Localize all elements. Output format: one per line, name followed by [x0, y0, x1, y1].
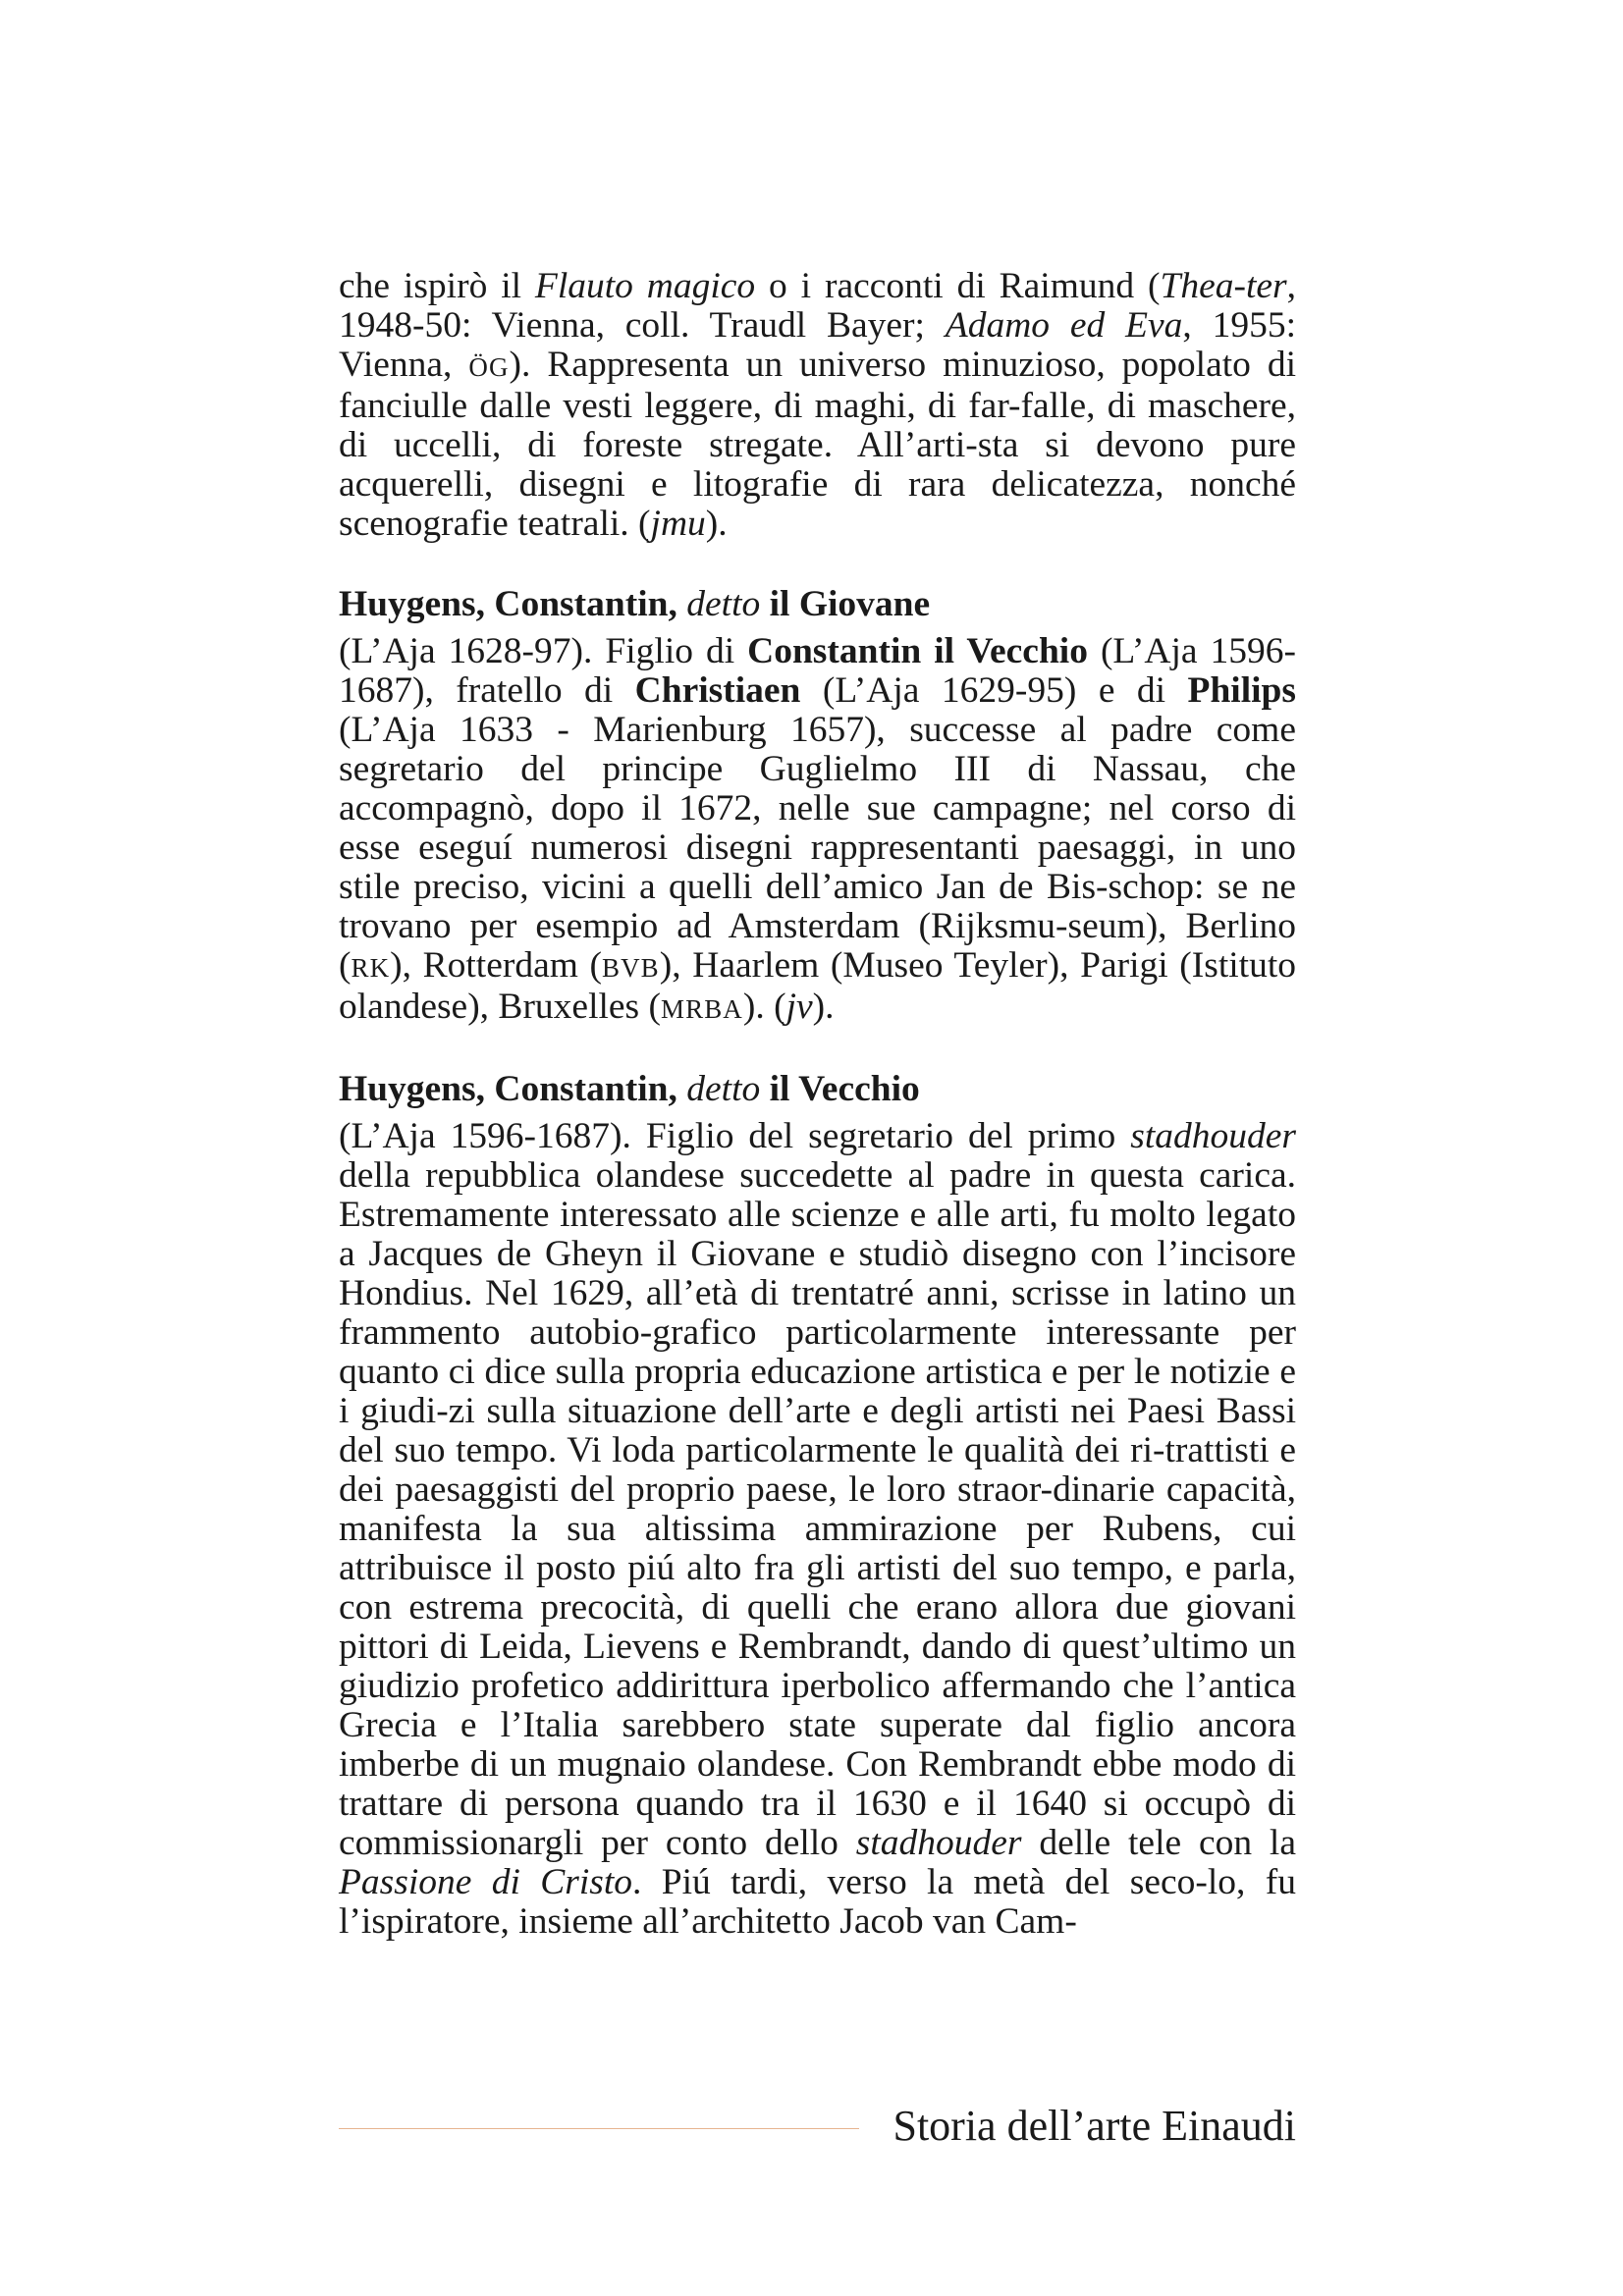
entry-text: ). [812, 987, 835, 1027]
heading-epithet: il Vecchio [760, 1069, 920, 1109]
entry-text: ). ( [742, 987, 786, 1027]
entry-italic: Passione di Cristo [339, 1862, 633, 1902]
entry-huygens-vecchio [339, 1070, 1296, 1942]
entry-bold-name: Constantin il Vecchio [747, 631, 1088, 671]
intro-author-initials: jmu [650, 504, 706, 544]
heading-detto: detto [686, 584, 761, 624]
intro-text: , 1948-50: Vienna, coll. Traudl Bayer; [339, 266, 1297, 346]
entry-text: (L’Aja 1633 - Marienburg 1657), successe al padre come segretario del principe Guglielmo III di Nassau, che accompagnò, dopo il 1672, nelle sue campagne; nel corso di esse eseguí numerosi disegni rappresentanti paesaggi, in uno stile preciso, vicini a quelli dell’amico Jan de Bis-schop: se ne trovano per esempio ad Amsterdam (Rijksmu-seum), Berlino ( [339, 710, 1296, 986]
intro-text: o i racconti di Raimund ( [755, 266, 1161, 306]
page-footer [339, 2099, 1296, 2158]
text-column [339, 267, 1296, 1942]
entry-text: (L’Aja 1596-1687). Figlio del segretario del primo [339, 1116, 1131, 1156]
entry-italic: stadhouder [1130, 1116, 1296, 1156]
intro-abbreviation: ÖG [468, 352, 510, 382]
entry-abbreviation: RK [351, 953, 391, 983]
heading-epithet: il Giovane [760, 584, 931, 624]
intro-italic: Thea-ter [1160, 266, 1287, 306]
footer-title: Storia dell’arte Einaudi [893, 2102, 1296, 2150]
entry-abbreviation: MRBA [661, 994, 743, 1024]
footer-rule [339, 2128, 859, 2129]
intro-text: ). Rappresenta un universo minuzioso, popolato di fanciulle dalle vesti leggere, di maghi, di far-falle, di maschere, di uccelli, di foreste stregate. All’arti-sta si devono pure acquerelli, disegni e litografie di rara delicatezza, nonché scenografie teatrali. ( [339, 345, 1296, 544]
entry-text: (L’Aja 1629-95) e di [800, 670, 1188, 711]
entry-heading [339, 585, 1296, 624]
entry-author-initials: jv [785, 987, 813, 1027]
intro-text: ). [705, 504, 728, 544]
entry-text: . Piú tardi, verso la metà del seco-lo, fu l’ispiratore, insieme all’architetto Jacob van Cam- [339, 1862, 1296, 1942]
heading-detto: detto [686, 1069, 761, 1109]
intro-text: che ispirò il [339, 266, 535, 306]
intro-italic: Adamo ed Eva [945, 305, 1183, 346]
entry-body [339, 1117, 1296, 1942]
intro-italic: Flauto magico [534, 266, 756, 306]
intro-paragraph [339, 267, 1296, 544]
entry-text: ), Haarlem (Museo Teyler), Parigi (Istituto olandese), Bruxelles ( [339, 945, 1296, 1027]
heading-name: Huygens, Constantin, [339, 584, 687, 624]
entry-bold-name: Christiaen [634, 670, 801, 711]
entry-text: della repubblica olandese succedette al padre in questa carica. Estremamente interessato alle scienze e alle arti, fu molto legato a Jacques de Gheyn il Giovane e studiò disegno con l’incisore Hondius. Nel 1629, all’età di trentatré anni, scrisse in latino un frammento autobio-grafico particolarmente interessante per quanto ci dice sulla propria educazione artistica e per le notizie e i giudi-zi sulla situazione dell’arte e degli artisti nei Paesi Bassi del suo tempo. Vi loda particolarmente le qualità dei ri-trattisti e dei paesaggisti del proprio paese, le loro straor-dinarie capacità, manifesta la sua altissima ammirazione per Rubens, cui attribuisce il posto piú alto fra gli artisti del suo tempo, e parla, con estrema precocità, di quelli che erano allora due giovani pittori di Leida, Lievens e Rembrandt, dando di quest’ultimo un giudizio profetico addirittura iperbolico affermando che l’antica Grecia e l’Italia sarebbero state superate dal figlio ancora imberbe di un mugnaio olandese. Con Rembrandt ebbe modo di trattare di persona quando tra il 1630 e il 1640 si occupò di commissionargli per conto dello [339, 1155, 1296, 1863]
entry-italic: stadhouder [855, 1823, 1022, 1863]
intro-text: , 1955: Vienna, [339, 305, 1297, 385]
entry-body [339, 632, 1296, 1029]
entry-text: (L’Aja 1596-1687), fratello di [339, 631, 1296, 711]
entry-bold-name: Philips [1187, 670, 1296, 711]
entry-text: ), Rotterdam ( [390, 945, 603, 986]
entry-abbreviation: BVB [602, 953, 660, 983]
heading-name: Huygens, Constantin, [339, 1069, 687, 1109]
entry-text: delle tele con la [1021, 1823, 1296, 1863]
entry-huygens-giovane [339, 585, 1296, 1029]
entry-text: (L’Aja 1628-97). Figlio di [339, 631, 748, 671]
entry-heading [339, 1070, 1296, 1109]
